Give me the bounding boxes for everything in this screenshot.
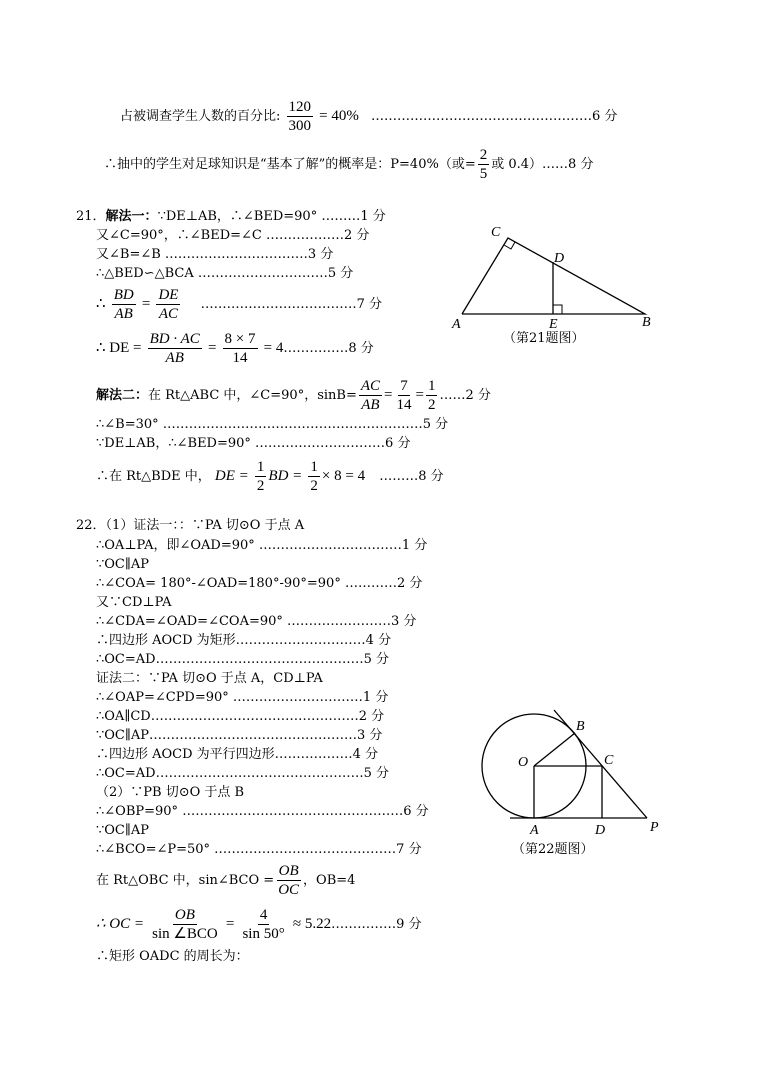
sin-fraction xyxy=(276,862,301,899)
frac-den: 2 xyxy=(256,478,265,494)
label-d: D xyxy=(595,823,606,838)
result: ≈ 5.22 xyxy=(292,916,332,932)
q22-line-18: ∴∠BCO=∠P=50° ……………………………………7 分 xyxy=(96,842,422,857)
sin-fraction-3 xyxy=(426,377,438,414)
label-p: P xyxy=(650,820,659,835)
equals: = xyxy=(415,387,424,403)
q22-line-16: ∴∠OBP=90° ……………………………………………6 分 xyxy=(96,804,429,819)
frac-den: AC xyxy=(158,306,179,322)
right-angle-mark-e xyxy=(553,305,562,314)
proof-step: 在 Rt△OBC 中，sin∠BCO = xyxy=(96,873,275,888)
de-fraction-1 xyxy=(148,330,202,367)
frac-den: sin ∠BCO xyxy=(152,926,218,942)
q21-ratio-line xyxy=(96,286,382,323)
figure-22-circle-tangent xyxy=(470,700,670,840)
frac-num: BD xyxy=(113,287,134,303)
frac-den: 14 xyxy=(232,350,248,366)
label-a: A xyxy=(452,317,461,332)
q22-line-1: 22．（1）证法一：：∵PA 切⊙O 于点 A xyxy=(76,518,305,533)
percent-line xyxy=(120,98,617,135)
score-note: ……………8 分 xyxy=(283,341,374,356)
q22-line-5: 又∵CD⊥PA xyxy=(96,595,172,610)
score-note: ………8 分 xyxy=(379,469,444,484)
label-a: A xyxy=(530,823,539,838)
percent-prefix: 占被调查学生人数的百分比: xyxy=(120,109,281,124)
frac-num: 1 xyxy=(427,378,436,394)
proof-step: 在 Rt△ABC 中，∠C=90°，sinB= xyxy=(148,388,357,403)
tangent-pb xyxy=(554,710,647,818)
frac-den: sin 50° xyxy=(242,926,285,942)
frac-num: DE xyxy=(158,287,179,303)
frac-den: 300 xyxy=(288,118,312,134)
sin-fraction-2 xyxy=(394,377,413,414)
ratio-fraction-2 xyxy=(156,286,180,323)
q22-line-14: ∴OC=AD…………………………………………5 分 xyxy=(96,766,389,781)
frac-den: AB xyxy=(165,350,184,366)
label-c: C xyxy=(491,225,501,240)
therefore-symbol: ∴ xyxy=(96,296,106,312)
frac-den: 2 xyxy=(310,478,318,494)
equals: = xyxy=(225,916,235,932)
result: = 4 xyxy=(263,340,284,356)
frac-num: 2 xyxy=(479,147,488,163)
label-c: C xyxy=(604,753,614,768)
q22-line-9: 证法二：∵PA 切⊙O 于点 A，CD⊥PA xyxy=(96,671,323,686)
score-note: 或 0.4）……8 分 xyxy=(491,157,594,172)
frac-num: 4 xyxy=(259,907,268,923)
oc-fraction-2 xyxy=(240,906,286,943)
frac-den: 5 xyxy=(479,166,488,182)
frac-den: AB xyxy=(361,397,380,413)
formula-prefix: ∴ OC = xyxy=(96,916,145,932)
q22-line-11: ∴OA∥CD…………………………………………2 分 xyxy=(96,709,385,724)
q22-line-8: ∴OC=AD…………………………………………5 分 xyxy=(96,652,389,667)
ratio-fraction-1 xyxy=(112,286,136,323)
probability-line xyxy=(104,146,593,183)
q22-line-2: ∴OA⊥PA，即∠OAD=90° ……………………………1 分 xyxy=(96,538,428,553)
q22-line-10: ∴∠OAP=∠CPD=90° …………………………1 分 xyxy=(96,690,389,705)
q22-line-4: ∴∠COA= 180°-∠OAD=180°-90°=90° …………2 分 xyxy=(96,576,423,591)
half-fraction-2 xyxy=(308,458,320,495)
equals: = xyxy=(141,296,151,312)
figure-21-caption: （第21题图） xyxy=(503,331,585,346)
frac-num: 7 xyxy=(400,378,408,394)
frac-num: AC xyxy=(360,378,381,394)
percent-result: = 40% xyxy=(319,108,359,124)
figure-22-caption: （第22题图） xyxy=(512,842,594,857)
score-note: ……………9 分 xyxy=(331,917,422,932)
frac-num: 1 xyxy=(310,459,318,475)
formula-prefix: ∴ DE = xyxy=(96,340,142,356)
frac-num: OB xyxy=(174,907,195,923)
frac-num: 1 xyxy=(256,459,265,475)
frac-den: AB xyxy=(114,306,133,322)
frac-den: 2 xyxy=(427,397,436,413)
percent-fraction xyxy=(287,98,314,135)
segment-ob xyxy=(534,733,575,766)
half-fraction-1 xyxy=(255,458,267,495)
formula-part: BD = xyxy=(268,468,303,484)
de-fraction-2 xyxy=(223,330,258,367)
q22-line-21: ∴矩形 OADC 的周长为： xyxy=(96,949,249,964)
frac-num: OB xyxy=(278,863,299,879)
probability-prefix: ∴抽中的学生对足球知识是“基本了解”的概率是：P=40%（或= xyxy=(104,157,476,172)
frac-num: BD · AC xyxy=(149,331,200,347)
q21-line-3: 又∠B=∠B ……………………………3 分 xyxy=(96,247,334,262)
q22-line-6: ∴∠CDA=∠OAD=∠COA=90° ……………………3 分 xyxy=(96,614,417,629)
q21-line-4: ∴△BED∽△BCA …………………………5 分 xyxy=(96,266,354,281)
q22-oc-line xyxy=(96,906,422,943)
frac-num: 120 xyxy=(288,99,312,115)
score-note: ………………………………7 分 xyxy=(200,297,382,312)
q22-line-13: ∴四边形 AOCD 为平行四边形………………4 分 xyxy=(96,747,379,762)
q21-de-line xyxy=(96,330,374,367)
frac-num: 8 × 7 xyxy=(224,331,256,347)
label-o: O xyxy=(518,755,529,770)
proof-step: ∴在 Rt△BDE 中， xyxy=(96,469,211,484)
oc-fraction-1 xyxy=(150,906,220,943)
equals: = xyxy=(384,387,393,403)
proof-step: ∵DE⊥AB，∴∠BED=90° ………1 分 xyxy=(157,209,386,224)
q21-method2-line-2: ∴∠B=30° ……………………………………………………5 分 xyxy=(96,417,449,432)
frac-den: OC xyxy=(278,882,300,898)
q21-line-1 xyxy=(76,208,386,226)
q22-line-12: ∵OC∥AP…………………………………………3 分 xyxy=(96,728,383,743)
method-label: 解法二： xyxy=(96,388,149,403)
method-label: 解法一： xyxy=(105,209,158,224)
equals: = xyxy=(207,340,217,356)
label-e: E xyxy=(549,317,558,332)
formula-part: × 8 = 4 xyxy=(321,468,366,484)
question-number: 21． xyxy=(76,209,106,224)
sin-fraction-1 xyxy=(359,377,382,414)
proof-step: ，OB=4 xyxy=(303,873,356,888)
q21-method2-line-3: ∵DE⊥AB，∴∠BED=90° …………………………6 分 xyxy=(96,436,411,451)
q22-sin-line xyxy=(96,862,355,899)
q21-method2-line-4 xyxy=(96,458,444,495)
q22-line-3: ∵OC∥AP xyxy=(96,557,150,572)
probability-fraction xyxy=(478,146,490,183)
score-note: ……2 分 xyxy=(439,388,491,403)
q21-method2-line xyxy=(96,377,491,414)
q22-line-7: ∴四边形 AOCD 为矩形…………………………4 分 xyxy=(96,633,392,648)
q22-line-17: ∵OC∥AP xyxy=(96,823,150,838)
label-b: B xyxy=(642,315,651,330)
q22-line-15: （2）∵PB 切⊙O 于点 B xyxy=(96,785,245,800)
q21-line-2: 又∠C=90°，∴∠BED=∠C ………………2 分 xyxy=(96,228,370,243)
label-b: B xyxy=(576,719,585,734)
score-note: ……………………………………………6 分 xyxy=(371,109,618,124)
frac-den: 14 xyxy=(396,397,412,413)
label-d: D xyxy=(554,251,565,266)
formula-part: DE = xyxy=(214,468,249,484)
